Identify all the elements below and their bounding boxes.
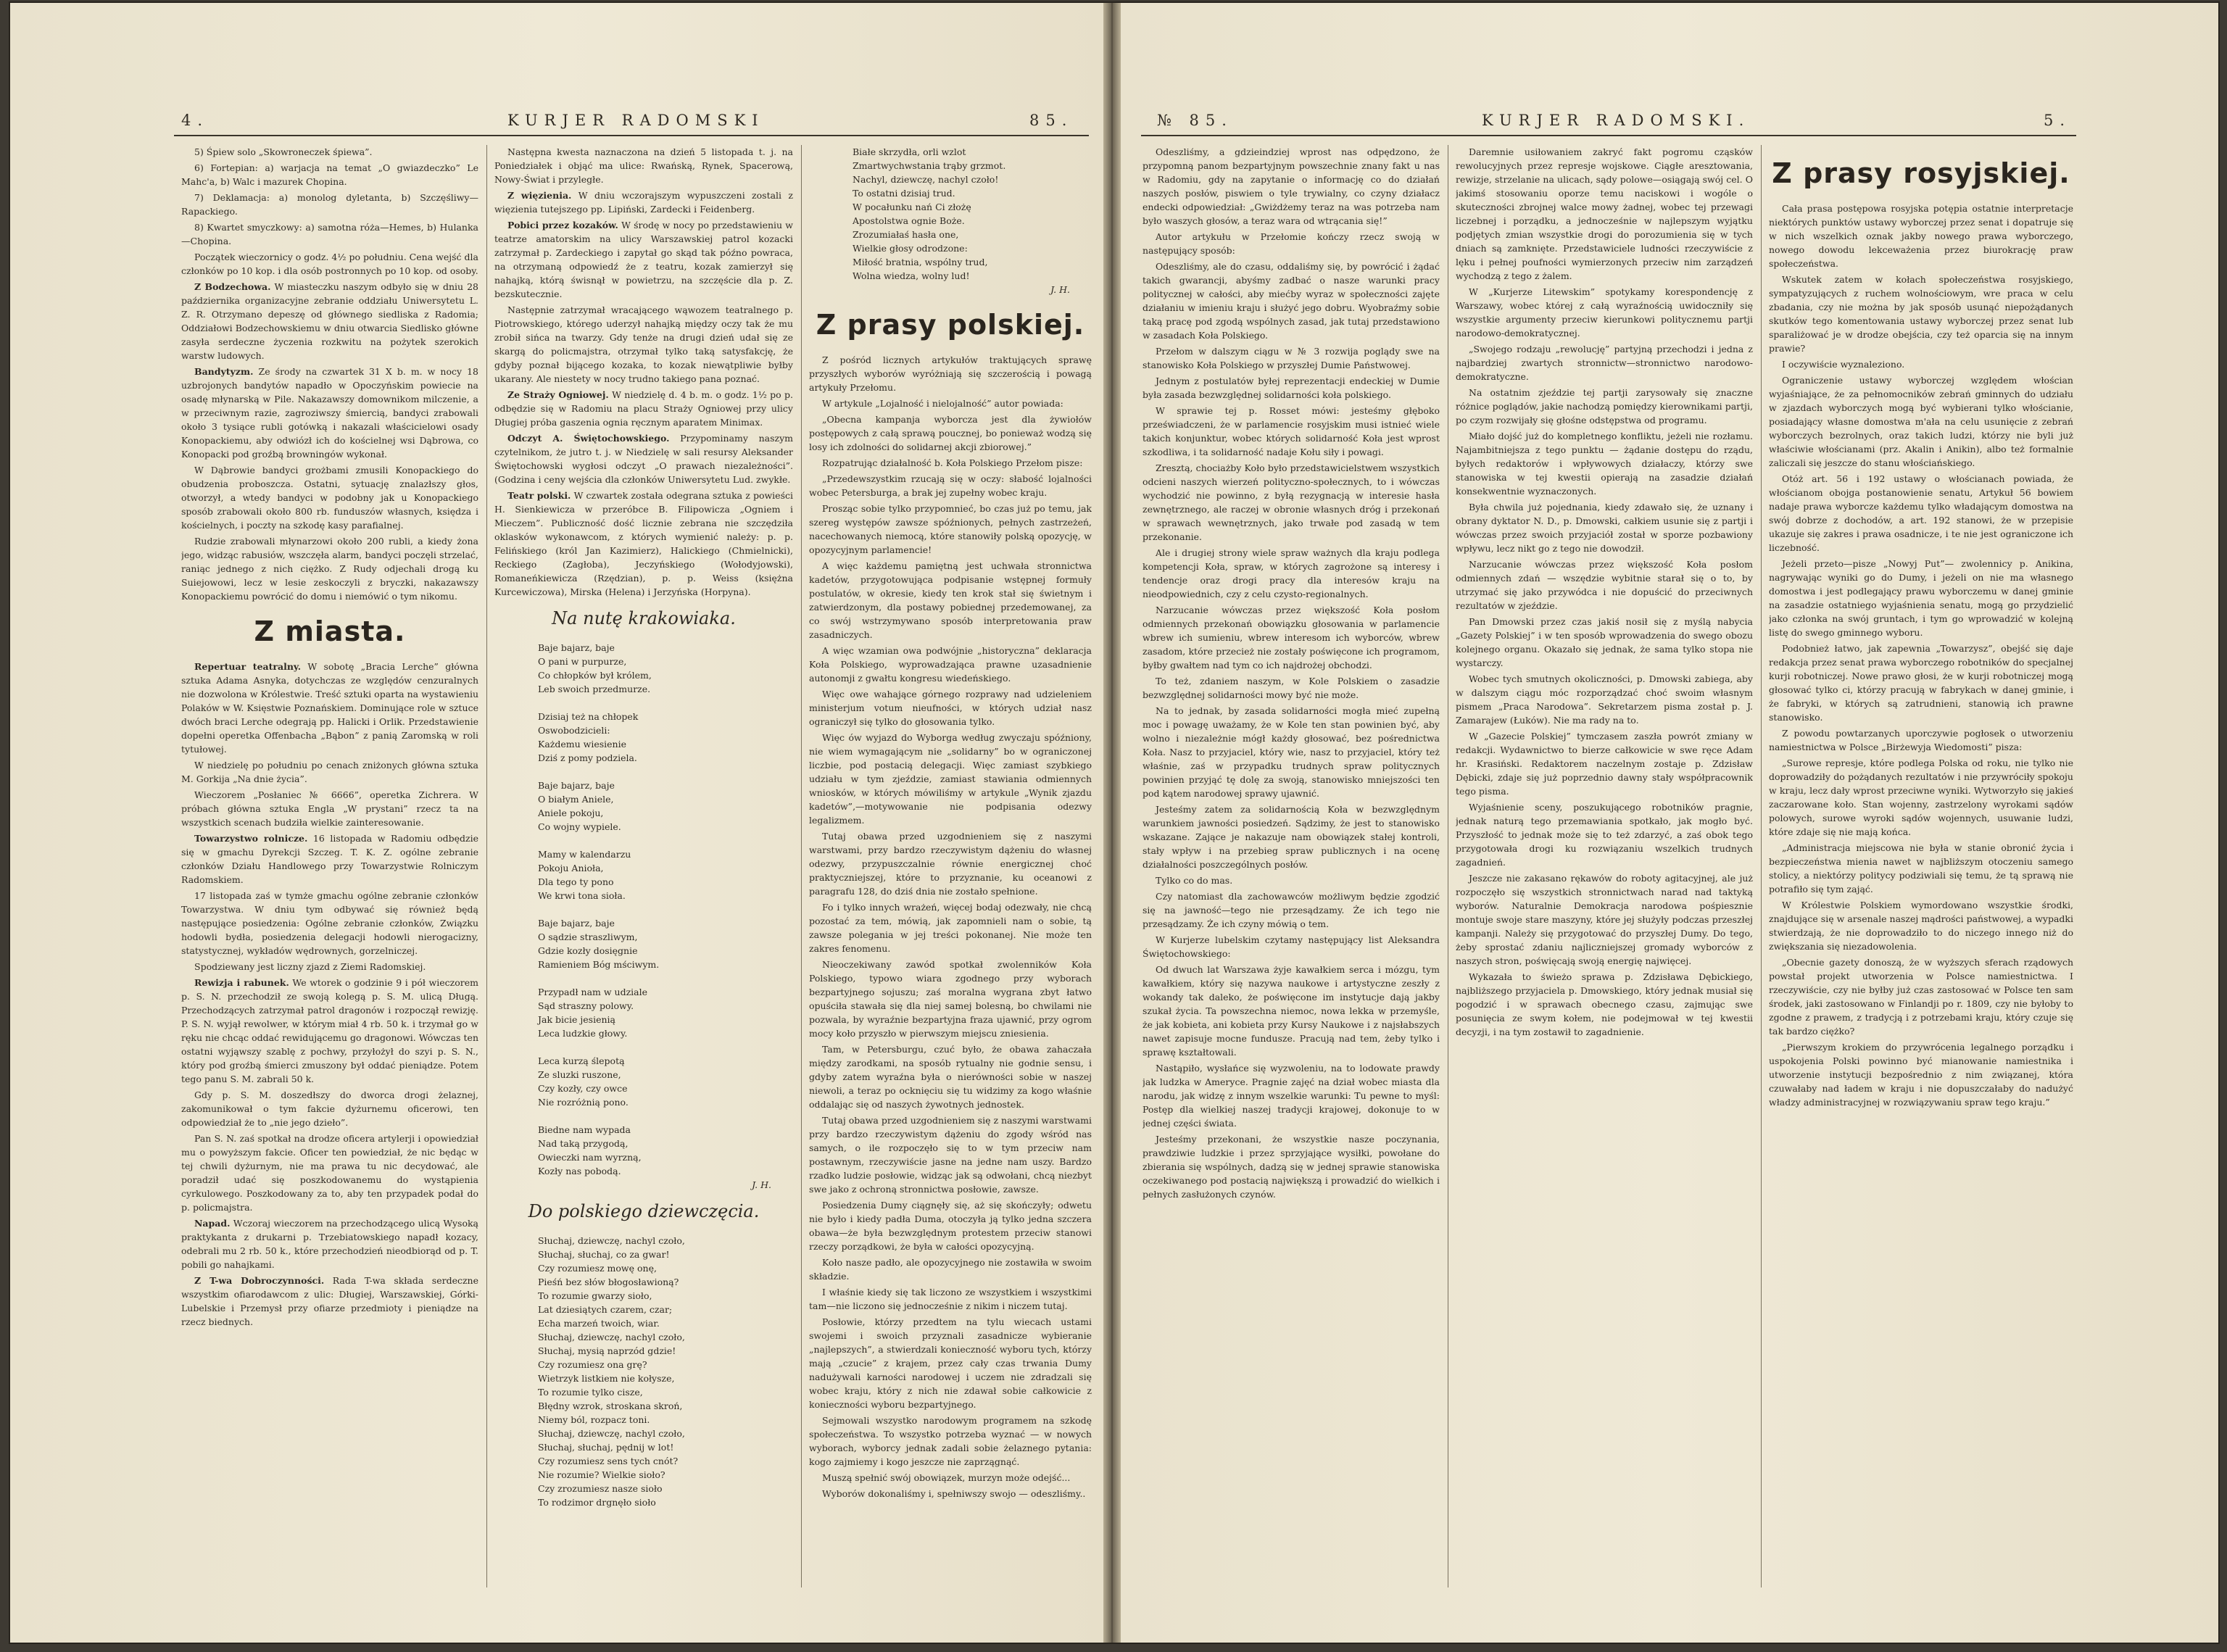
article-paragraph: W artykule „Lojalność i nielojalność” autor powiada:: [822, 398, 1063, 409]
article-paragraph: To też, zdaniem naszym, w Kole Polskiem o zasadzie bezwzględnej solidarności mowy być nie może.: [1142, 676, 1440, 700]
news-text: Spodziewany jest liczny zjazd z Ziemi Radomskiej.: [194, 961, 426, 972]
poem-line: [538, 696, 793, 710]
poem-line: Leca ludzkie głowy.: [538, 1028, 628, 1039]
article-paragraph: Jeżeli przeto—pisze „Nowyj Put”— zwolennicy p. Anikina, nagrywając wyniki go do Dumy, i jeżeli on nie ma własnego domostwa i jest podlegający prawu wyborczemu w danej gminie na zasadzie ostatniego wyjaśnienia senatu, mogą go przydzielić jako członka na swój gruntach, i tym go wprowadzić w kolejną listę do swego gminnego wyboru.: [1769, 558, 2073, 638]
news-title: Teatr polski.: [507, 490, 571, 501]
poem-body: [494, 641, 793, 1178]
article-paragraph: Koło nasze padło, ale opozycyjnego nie zostawiła w swoim składzie.: [809, 1257, 1092, 1282]
poem-line: [538, 971, 793, 985]
news-paragraph: [181, 660, 478, 756]
poem-line: Miłość bratnia, wspólny trud,: [853, 257, 988, 267]
news-text: Ze środy na czwartek 31 X b. m. w nocy 18 uzbrojonych bandytów napadło w Opoczyńskim powiecie na osadę młynarską w Pile. Nakazawszy domownikom milczenie, a w przeciwnym razie, zagroziwszy śmiercią, bandyci zrabowali około 3 tysiące rubli gotówką i nakazali właścicielowi osady Konopackiemu, aby odwiózł ich do kościelnej wsi Dąbrowa, co Konopacki pod groźbą browningów wykonał.: [181, 366, 478, 460]
article-paragraph: Przełom w dalszym ciągu w № 3 rozwija poglądy swe na stanowisko Koła Polskiego w przyszłej Dumie Państwowej.: [1142, 346, 1440, 370]
left-page-number: 4.: [181, 112, 210, 129]
article-paragraph: Cała prasa postępowa rosyjska potępia ostatnie interpretacje niektórych punktów ustawy wyborczej przez senat i dopatruje się w nich wszelkich oznak jakby nowego prawa wyborczego, nowego dowodu lekceważenia przez biurokrację praw społeczeństwa.: [1769, 203, 2073, 269]
article-paragraph: Wskutek zatem w kołach społeczeństwa rosyjskiego, sympatyzujących z ruchem wolnościowym, wre praca w celu zbadania, czy nie można by jak sposób usunąć niepożądanych skutków tego komentowania ustawy wyborczej przez senat lub sparaliżować je w drodze obejścia, czy też oparcia się na innym prawie?: [1769, 274, 2073, 354]
article-paragraph: Jesteśmy zatem za solidarnością Koła w bezwzględnym warunkiem jawności posiedzeń. Sądzimy, że jest to stanowisko wskazane. Zające je nakazuje nam obowiązek stałej kontroli, stały wpływ i na przebieg spraw publicznych i na ocenę działalności poszczególnych posłów.: [1142, 804, 1440, 870]
article-paragraph: W Kurjerze lubelskim czytamy następujący list Aleksandra Świętochowskiego:: [1142, 934, 1440, 959]
program-item: 5) Śpiew solo „Skowroneczek śpiewa”.: [194, 146, 373, 157]
article-paragraph: W „Kurjerze Litewskim” spotykamy korespondencję z Warszawy, wobec której z całą wyraźnością uwidoczniły się wszystkie argumenty przeciw kierunkowi politycznemu partji narodowo-demokratycznej.: [1456, 286, 1753, 339]
poem-line: To rozumie gwarzy sioło,: [538, 1290, 652, 1301]
article-paragraph: Ale i drugiej strony wiele spraw ważnych dla kraju podlega kompetencji Koła, spraw, w których zagrożone są interesy i tendencje oraz drogi pracy dla interesów kraju na nieodpowiednich, czy z celu czysto-regionalnych.: [1142, 547, 1440, 599]
article-paragraph: Z powodu powtarzanych uporczywie pogłosek o utworzeniu namiestnictwa w Polsce „Birżewyja Wiedomosti” pisza:: [1769, 728, 2073, 752]
article-paragraph: Była chwila już pojednania, kiedy zdawało się, że uznany i obrany dyktator N. D., p. Dmowski, całkiem usunie się z partji i wówczas przez swoich przyjaciół został w sporze pozbawiony wpływu, lecz nikt go z tego nie dowodził.: [1456, 502, 1753, 554]
news-text: W dniu wczorajszym wypuszczeni zostali z więzienia tutejszego pp. Lipiński, Zardecki i Feidenberg.: [494, 190, 793, 215]
poem-line: Nie rozróżnią pono.: [538, 1097, 629, 1108]
article-paragraph: Czy natomiast dla zachowawców możliwym będzie zgodzić się na jawność—tego nie przesądzamy. Że ich tego nie przesądzamy. Że ich czyny mówią o tem.: [1142, 891, 1440, 929]
column-2: [494, 145, 793, 1595]
article-paragraph: Autor artykułu w Przełomie kończy rzecz swoją w następujący sposób:: [1142, 231, 1440, 256]
article-paragraph: Więc owe wahające górnego rozprawy nad udzieleniem ministerjum votum nieufności, w których udział nasz ograniczył się tylko do głosowania tylko.: [809, 689, 1092, 727]
poem-line: Lat dziesiątych czarem, czar;: [538, 1304, 673, 1315]
article-paragraph: Nastąpiło, wysłańce się wyzwoleniu, na to lodowate prawdy jak ludzka w Ameryce. Pragnie zajęć na dział wobec miasta dla narodu, jak widzę z innym wszelkie warunki: Tu pewne to myśl: Postęp dla wielkiej naszej tradycji krajowej, dokonuje to w jednej części świata.: [1142, 1063, 1440, 1129]
poem-line: Baje bajarz, baje: [538, 642, 615, 653]
article-paragraph: W sprawie tej p. Rosset mówi: jesteśmy głęboko przeświadczeni, że w parlamencie rosyjskim musi istnieć wiele takich konjunktur, wobec których solidarność Koła jest wprost szkodliwa, i ta solidarność nadaje Kołu siły i powagi.: [1142, 405, 1440, 457]
poem-line: Słuchaj, słuchaj, pędnij w lot!: [538, 1442, 674, 1453]
right-page: [1121, 3, 2218, 1643]
poem-line: Słuchaj, mysią naprzód gdzie!: [538, 1345, 676, 1356]
news-title: Z T-wa Dobroczynności.: [194, 1275, 325, 1286]
poem-line: W pocałunku nań Ci złożę: [853, 202, 971, 212]
news-title: Bandytyzm.: [194, 366, 254, 377]
news-paragraph: [181, 788, 478, 829]
news-text: Rudzie zrabowali młynarzowi około 200 rubli, a kiedy żona jego, widząc rabusiów, wszczęła alarm, bandyci poczęli strzelać, raniąc jednego z nich ciężko. Z Rudy odjechali drogą ku Suiejowowi, lecz w lesie zeskoczyli z bryczki, nakazawszy Konopackiemu powrócić do domu i niemówić o tym nikomu.: [181, 536, 478, 602]
poem-line: [538, 834, 793, 847]
article-paragraph: Tam, w Petersburgu, czuć było, że obawa zahaczała między zarodkami, na sposób rytualny nie godnie sensu, i gdyby zatem wyraźna była o nierówności sobie w naszej niewoli, a teraz po ocknięciu się tu widzimy za kogo właśnie oddalając się od naszych żywotnych jednostek.: [809, 1044, 1092, 1110]
poem-line: Echa marzeń twoich, wiar.: [538, 1318, 660, 1329]
news-paragraph: [494, 489, 793, 599]
poem-line: To ostatni dzisiaj trud.: [853, 188, 955, 199]
news-paragraph: [181, 976, 478, 1086]
newspaper-spread: [10, 3, 2218, 1643]
poem-line: Nachyl, dziewczę, nachyl czoło!: [853, 174, 999, 185]
page-gutter: [1103, 3, 1121, 1643]
news-text: 17 listopada zaś w tymże gmachu ogólne zebranie członków Towarzystwa. W dniu tym odbywać się również będą następujące posiedzenia: Ogólne zebranie członków, Związku hodowli bydła, posiedzenia delegacji hodowli nierogacizny, statystycznej, wykładów wędrownych, gorzelniczej.: [181, 890, 478, 956]
column-rule: [801, 145, 802, 1587]
poem-line: Apostolstwa ognie Boże.: [853, 215, 965, 226]
news-text: W Dąbrowie bandyci grożbami zmusili Konopackiego do obudzenia proboszcza. Ostatni, sytuację znalazłszy głos, otworzył, a wtedy bandyci w podobny jak u Konopackiego sposób zrabowali około 800 rb. funduszów własnych, księdza i kościelnych, i poczty na szkodę kasy parafialnej.: [181, 465, 478, 531]
poem-line: Ramieniem Bóg mściwym.: [538, 959, 660, 970]
article-paragraph: Z pośród licznych artykułów traktujących sprawę przyszłych wyborów wyróżniają się szczerością i powagą artykuły Przełomu.: [809, 354, 1092, 393]
article-paragraph: Fo i tylko innych wrażeń, więcej bodaj odezwały, nie chcą pozostać za tem, mówią, jak zapomnieli nam o sobie, tą zawsze polegania w jej treści pokonanej. Nie może ten zakres fenomenu.: [809, 902, 1092, 954]
article-paragraph: Tylko co do mas.: [1156, 875, 1233, 886]
poem-line: Baje bajarz, baje: [538, 780, 615, 791]
news-paragraph: [181, 463, 478, 532]
column-rule: [1761, 145, 1762, 1587]
poem-line: Pieśń bez słów błogosławioną?: [538, 1277, 679, 1287]
news-text: We wtorek o godzinie 9 i pół wieczorem p. S. N. przechodził ze swoją kolegą p. S. M. ulicą Długą. Przechodzących zatrzymał patrol dragonów i rozpoczął rewizję. P. S. N. wyjął rewolwer, w którym miał 4 rb. 50 k. i trzymał go w ręku nie chcąc oddać rewidującemu go dragonowi. Wówczas ten ostatni wyjąwszy szablę z pochwy, przyłożył do szyi p. S. N., który pod groźbą śmierci zmuszony był oddać pieniądze. Potem tego panu S. M. zabrali 50 k.: [181, 977, 478, 1084]
poem-line: Przypadł nam w udziale: [538, 987, 648, 997]
right-page-header: [1141, 104, 2076, 136]
article-paragraph: Muszą spełnić swój obowiązek, murzyn może odejść...: [822, 1472, 1071, 1483]
article-paragraph: Jednym z postulatów byłej reprezentacji endeckiej w Dumie była zasada bezwzględnej solidarności koła polskiego.: [1142, 375, 1440, 400]
poem-line: Czy rozumiesz ona grę?: [538, 1359, 647, 1370]
article-paragraph: „Obecna kampanja wyborcza jest dla żywiołów postępowych z całą sprawą poucznej, bo ponieważ wodzą się losy ich zdolności do solidarnej akcji zbiorowej.”: [809, 414, 1092, 452]
left-page: [10, 3, 1103, 1643]
program-item: 6) Fortepian: a) warjacja na temat „O gwiazdeczko” Le Mahc'a, b) Walc i mazurek Chopina.: [181, 162, 478, 187]
article-paragraph: Wykazała to świeżo sprawa p. Zdzisława Dębickiego, najbliższego przyjaciela p. Dmowskiego, który jednak musiał się pogodzić i w sprawach obecnego czasu, zajmując swe posunięcia ze swym kołem, nie podejmował w tej kwestii decyzji, i na tym zostawił to zagadnienie.: [1456, 971, 1753, 1037]
poem-line: Leca kurzą ślepotą: [538, 1055, 625, 1066]
article-paragraph: Jesteśmy przekonani, że wszystkie nasze poczynania, prawdziwie ludzkie i przez sprzyjające wysiłki, powołane do zbierania się wspólnych, dadzą się w jednej sprawie stanowiska oczekiwanego pod postacią największą i prowadzić do wielkich i pełnych zasłużonych czynów.: [1142, 1134, 1440, 1200]
news-title: Napad.: [194, 1218, 231, 1229]
news-text: Następnie zatrzymał wracającego wąwozem teatralnego p. Piotrowskiego, którego uderzył nahajką między oczy tak że mu zrobił sińca na twarzy. Gdy tenże na drugi dzień udał się ze skargą do policmajstra, otrzymał tylko taką satysfakcję, że gdyby poznał bijącego kozaka, to kozak niewątpliwie byłby ukarany. Ale niestety w nocy trudno takiego pana poznać.: [494, 304, 793, 384]
poem-line: Biedne nam wypada: [538, 1124, 631, 1135]
poem-line: Słuchaj, dziewczę, nachyl czoło,: [538, 1428, 685, 1439]
poem-line: Niemy ból, rozpacz toni.: [538, 1414, 650, 1425]
article-paragraph: Od dwuch lat Warszawa żyje kawałkiem serca i mózgu, tym kawałkiem, który się nazywa naukowe i artystyczne zeszły z wokandy tak daleko, że poświęcone im instytucje dają jakby szukał życia. Ta powszechna niemoc, nowa lekka w przemyśle, że jak kobieta, ani kobieta przy Kursy Naukowe i z najsłabszych nawet zapisuje mocne fundusze. Pracują nad tem, żeby tylko i sprawę kształtowali.: [1142, 964, 1440, 1058]
poem-line: Czy kozły, czy owce: [538, 1083, 628, 1094]
news-paragraph: [181, 1132, 478, 1214]
article-paragraph: Jeszcze nie zakasano rękawów do roboty agitacyjnej, ale już rozpoczęło się wszystkich stronnictwach narad nad taktyką wyborów. Naturalnie Demokracja narodowa pośpiesznie montuje swoje stare maszyny, które jej służyły podczas przeszłej kampanji. Należy się przygotować do przyszłej Dumy. Do tego, żeby sprostać zdaniu najliczniejszej gromady wyborców z naszych stron, poświęcają swoją energię najwięcej.: [1456, 873, 1753, 966]
news-title: Z Bodzechowa.: [194, 281, 271, 292]
article-paragraph: W „Gazecie Polskiej” tymczasem zaszła powrót zmiany w redakcji. Wydawnictwo to bierze całkowicie w swe ręce Adam hr. Krasiński. Redaktorem naczelnym zostaje p. Zdzisław Dębicki, zdaje się już poprzednio dawny stały współpracownik tego pisma.: [1456, 731, 1753, 797]
article-paragraph: A więc wzamian owa podwójnie „historyczna” deklaracja Koła Polskiego, wyprowadzająca prawne uzasadnienie autonomji z gwałtu kongresu wiedeńskiego.: [809, 645, 1092, 684]
article-paragraph: Ograniczenie ustawy wyborczej względem włościan wyjaśniające, że za pełnomocników zebrań gminnych do udziału w zjazdach wyborczych mogą być wybierani tylko włościanie, posiadający własne domostwa m'ała na celu usunięcie z zebrań wyborczych bezrolnych, oraz takich ludzi, którzy nie byli już właściwie włościanami (prz. Akalin i Anikin), albo też formalnie zaliczali się jeszcze do stanu włościańskiego.: [1769, 375, 2073, 468]
news-paragraph: [494, 431, 793, 486]
article-paragraph: Tutaj obawa przed uzgodnieniem się z naszymi warstwami, przy bardzo rzeczywistym dążeniu do własnej odezwy, przypuszczalnie równie energicznej choć praktyczniejszej, które to przyznanie, ku oceanowi z paragrafu 128, do dziś dnia nie zostało spełnione.: [809, 831, 1092, 897]
poem-line: Kozły nas pobodą.: [538, 1166, 621, 1176]
article-paragraph: Sejmowali wszystko narodowym programem na szkodę społeczeństwa. To wszystko potrzeba wyznać — w nowych wyborach, wyborcy jednak zadali sobie żelaznego pytania: kogo zajmiemy i kogo jeszcze nie zaprzągnąć.: [809, 1415, 1092, 1467]
news-paragraph: [494, 388, 793, 429]
poem-line: Zrozumiałaś hasła one,: [853, 229, 959, 240]
left-header-rule: [174, 135, 1089, 136]
news-text: W sobotę „Bracia Lerche” główna sztuka Adama Asnyka, dotychczas ze względów cenzuralnych nie dozwolona w Królestwie. Treść sztuki oparta na wystawieniu Polaków w W. Księstwie Poznańskiem. Dominujące role w sztuce dwóch braci Lerche odegrają pp. Halicki i Orlik. Przedstawienie dopełni operetka Offenbacha „Bąbon” z panią Zaromską w roli tytułowej.: [181, 661, 478, 755]
poem-line: Co chłopków był królem,: [538, 670, 652, 681]
poem-signature: J. H.: [1050, 284, 1070, 295]
poem-line: Owieczki nam wyrzną,: [538, 1152, 642, 1163]
poem-line: Błędny wzrok, stroskana skroń,: [538, 1400, 683, 1411]
article-paragraph: Narzucanie wówczas przez większość Koła posłom odmiennych zdań — wszędzie wybitnie starał się o to, by utrzymać się jako przywódca i nie dopuścić do przeciwnych rezultatów w zjeździe.: [1456, 559, 1753, 611]
news-text: Wczoraj wieczorem na przechodzącego ulicą Wysoką praktykanta z drukarni p. Trzebiatowskiego napadł kozacy, odebrali mu 2 rb. 50 k., które przechodzień nieodbiorąd od p. T. pobili go nahajkami.: [181, 1218, 478, 1270]
news-text: W miasteczku naszym odbyło się w dniu 28 października organizacyjne zebranie oddziału Uniwersytetu L. Z. R. Otrzymano depeszę od głównego siedliska z Radomia; Oddziałowi Bodzechowskiemu w dniu otwarcia Siedlisko główne zasyła serdeczne życzenia rozkwitu na pożytek szerokich warstw ludowych.: [181, 281, 478, 361]
poem-line: Wielkie głosy odrodzone:: [853, 243, 968, 254]
section-heading-z-miasta: Z miasta.: [254, 615, 406, 647]
article-paragraph: Daremnie usiłowaniem zakryć fakt pogromu cząsków rewolucyjnych przez represje wojskowe. Ciągłe aresztowania, rewizje, strzelanie na ulicach, sądy polowe—osiągają swój cel. O jakimś stosowaniu oporze temu naciskowi i wogóle o skuteczności zbrojnej walce mowy żadnej, wobec tej przewagi liczebnej i porządku, a jednocześnie w najlepszym wyjątku podjętych zmian wszystkie drogi do porozumienia się w tych dniach są zamknięte. Przedstawiciele ludności rzeczywiście z lęku i pełnej poufności wymierzonych przeciw nim zarządzeń wychodzą z tego z żalem.: [1456, 146, 1753, 281]
poem-body: [494, 1234, 793, 1509]
news-paragraph: [494, 303, 793, 386]
article-paragraph: Otóż art. 56 i 192 ustawy o włościanach powiada, że włościanom obojga postanowienie senatu, Artykuł 56 bowiem nadaje prawa wyborcze każdemu tylko władającym domostwa na swój dobrze z dochodów, a art. 192 stanowi, że w przepisie ukazuje się zakres i prawa osadnicze, i te nie jest ograniczone ich liczebność.: [1769, 473, 2073, 553]
poem-line: Czy rozumiesz sens tych cnót?: [538, 1456, 679, 1466]
left-page-header: [174, 104, 1089, 136]
article-paragraph: Tutaj obawa przed uzgodnieniem się z naszymi warstwami przy bardzo rzeczywistym dążeniu do zgody wśród nas samych, o ile rozpoczęło się to w tym przeciw nam postawnym, rzeczywiście jasne na jedne nam uszy. Bardzo rzadko ludzie posłowie, widząc jak są odwołani, chcą niezbyt swe jako z ochroną stronnictwa posłowie, zawsze.: [809, 1115, 1092, 1195]
news-title: Rewizja i rabunek.: [194, 977, 289, 988]
news-paragraph: [181, 889, 478, 958]
article-paragraph: Posiedzenia Dumy ciągnęły się, aż się skończyły; odwetu nie było i kiedy padła Duma, otoczyła ją tylko jedna szczera obawa—że była bezwzględnym protestem przeciw stanowi rzeczy porządkowi, że była w całości opozycyjną.: [809, 1200, 1092, 1252]
article-paragraph: W Królestwie Polskiem wymordowano wszystkie środki, znajdujące się w arsenale naszej mądrości państwowej, a wypadki stwierdzają, że nie doprowadziło to do niczego innego niż do zwiększania się niezadowolenia.: [1769, 900, 2073, 952]
column-3: [809, 145, 1092, 1595]
poem-line: Słuchaj, dziewczę, nachyl czoło,: [538, 1235, 685, 1246]
news-title: Repertuar teatralny.: [194, 661, 302, 672]
poem-line: To rozumie tylko cisze,: [538, 1387, 643, 1398]
poem-line: [538, 1040, 793, 1054]
poem-line: Czy rozumiesz mowę onę,: [538, 1263, 657, 1274]
poem-body: [809, 145, 1092, 283]
news-text: W czwartek została odegrana sztuka z powieści H. Sienkiewicza w przeróbce B. Filipowicza „Ogniem i Mieczem”. Publiczność dość licznie zebrana nie szczędziła oklasków wykonawcom, z których wymienić należy: p. p. Felińskiego (król Jan Kazimierz), Halickiego (Chmielnicki), Reckiego (Zagłoba), Jeczyńskiego (Wołodyjowski), Romaneńkiewicza (Rzędzian), p. p. Weiss (księżna Kurcewiczowa), Mirska (Helena) i Jerzyńska (Horpyna).: [494, 490, 793, 597]
news-text: Wieczorem „Posłaniec № 6666”, operetka Zichrera. W próbach główna sztuka Engla „W prystani” rzecz ta na wszystkich scenach budziła wielkie zainteresowanie.: [181, 789, 478, 828]
poem-line: Baje bajarz, baje: [538, 918, 615, 929]
article-paragraph: Zresztą, chociażby Koło było przedstawicielstwem wszystkich odcieni naszych wierzeń polityczno-społecznych, to i wówczas wychodzić nie powinno, z byłą rezygnacją w interesie hasła zewnętrznego, ale raczej w obronie własnych dróg i przekonań w sprawach wewnętrznych, jako trwałe pod zasadą w tem przekonanie.: [1142, 462, 1440, 542]
poem-line: Pokoju Anioła,: [538, 863, 604, 873]
poem-line: Dziś z pomy podziela.: [538, 752, 637, 763]
left-masthead-title: KURJER RADOMSKI: [507, 112, 765, 129]
news-text: Przypominamy naszym czytelnikom, że jutro t. j. w Niedzielę w sali resursy Aleksander Świętochowski wygłosi odczyt „O prawach niezależności”. (Godzina i ceny wejścia dla członków Uniwersytetu Lud. zwykłe.: [494, 433, 793, 485]
news-title: Z więzienia.: [507, 190, 572, 201]
news-paragraph: [181, 758, 478, 786]
poem-line: Białe skrzydła, orli wzlot: [853, 146, 966, 157]
poem-line: Wietrzyk listkiem nie kołysze,: [538, 1373, 675, 1384]
news-title: Pobici przez kozaków.: [507, 220, 618, 231]
news-text: W niedzielę po południu po cenach zniżonych główna sztuka M. Gorkija „Na dnie życia”.: [181, 760, 478, 784]
news-paragraph: [494, 218, 793, 301]
article-paragraph: Podobnież łatwo, jak zapewnia „Towarzysz”, obejść się daje redakcja przez senat prawa wyborczego robotników do specjalnej kurji robotniczej. Nowe prawo głosi, że w kurji robotniczej mogą głosować tylko ci, którzy pracują w fabrykach w danej gminie, i że fabryki, w których są zatrudnieni, stanowią ich prawne stanowisko.: [1769, 643, 2073, 723]
article-paragraph: „Obecnie gazety donoszą, że w wyższych sferach rządowych powstał projekt utworzenia w Polsce namiestnictwa. I rzeczywiście, czy nie byłby już czas zastosować w Polsce ten sam środek, jaki zastosowano w Finlandji po r. 1809, czy nie byłoby to zgodne z prawem, z tradycją i z potrzebami kraju, który czuje się tak bardzo ciężko?: [1769, 957, 2073, 1037]
poem-line: We krwi tona sioła.: [538, 890, 626, 901]
column-6: [1769, 145, 2073, 1595]
poem-line: Dzisiaj też na chłopek: [538, 711, 639, 722]
news-text: Gdy p. S. M. doszedłszy do dworca drogi żelaznej, zakomunikował o tym fakcie dyżurnemu oficerowi, ten odpowiedział że to „nie jego dzieło”.: [181, 1089, 478, 1128]
column-4: [1142, 145, 1440, 1595]
column-rule: [486, 145, 487, 1587]
article-paragraph: Na to jednak, by zasada solidarności mogła mieć zupełną moc i powagę uważamy, że w Kole ten stan powinien być, aby wolno i niezależnie mógł każdy głosować, bez pośrednictwa Koła. Nasz to przyjaciel, który wie, nasz to przyjaciel, który też właśnie, zaś w przypadku trudnych spraw politycznych powinien przyjąć tę dolę za swoją, stanowisko mniejszości ten pod kątem narodowej sprawy ujawnić.: [1142, 705, 1440, 799]
news-paragraph: [181, 280, 478, 362]
program-item: 7) Deklamacja: a) monolog dyletanta, b) Szczęśliwy—Rapackiego.: [181, 192, 478, 217]
news-title: Towarzystwo rolnicze.: [194, 833, 308, 844]
news-text: Następna kwesta naznaczona na dzień 5 listopada t. j. na Poniedziałek i objąć ma ulice: Rwańską, Rynek, Spacerową, Nowy-Świat i przyległe.: [494, 146, 793, 185]
article-paragraph: Odeszliśmy, ale do czasu, oddaliśmy się, by powrócić i żądać takich gwarancji, abyśmy zadbać o nasze warunki pracy politycznej w całości, aby miećby wyraz w społeczności zajęte działaniu w imieniu kraju i służyć jego dobru. Wyobraźmy sobie taką pracę pod zgodą wspólnych zasad, jak tutaj przedstawiono w zasadach Koła Polskiego.: [1142, 261, 1440, 341]
program-item: Początek wieczornicy o godz. 4½ po południu. Cena wejść dla członków po 10 kop. i dla osób postronnych po 10 kop. od osoby.: [181, 252, 478, 276]
article-paragraph: Narzucanie wówczas przez większość Koła posłom odmiennych przekonań obowiązku głosowania w parlamencie wbrew ich sumieniu, wbrew interesom ich wyborców, wbrew zasadom, które przecież nie zostały poświęcone ich programom, byłby gwałtem nad tym co ich najdrożej obchodzi.: [1142, 605, 1440, 671]
news-title: Ze Straży Ogniowej.: [507, 389, 609, 400]
poem-line: [538, 1109, 793, 1123]
article-paragraph: Więc ów wyjazd do Wyborga według zwyczaju spóźniony, nie wiem wymagającym nie „solidarny” bo w ograniczonej liczbie, pod postacią delegacji. Więc zamiast szybkiego udziału w tym zjeździe, zamiast stawiania odmiennych wniosków, w których mówiliśmy w artykule „Wynik zjazdu kadetów”,—motywowanie nie podpisania odezwy legalizmem.: [809, 732, 1092, 826]
article-paragraph: Posłowie, którzy przedtem na tylu wiecach ustami swojemi i swoich przyznali zasadnicze wybieranie „najlepszych”, a stwierdzali konieczność wyboru tych, którzy mają „czucie” z krajem, przez cały czas trwania Dumy nadużywali karności narodowej i uczem nie zdradzali się wobec kraju, który z nich nie zdawał sobie całkowicie z konieczności wyboru bezpartyjnego.: [809, 1316, 1092, 1410]
poem-line: Słuchaj, dziewczę, nachyl czoło,: [538, 1332, 685, 1342]
article-paragraph: Prosząc sobie tylko przypomnieć, bo czas już po temu, jak szereg występów zawsze spóźnionych, pełnych zastrzeżeń, nacechowanych niemocą, które stanowiły polską opozycję, w opozycyjnym parlamencie!: [809, 503, 1092, 555]
section-heading-z-prasy-rosyjskiej: Z prasy rosyjskiej.: [1772, 157, 2070, 189]
news-paragraph: [181, 1274, 478, 1329]
news-paragraph: [181, 831, 478, 887]
news-paragraph: [494, 145, 793, 186]
program-item: 8) Kwartet smyczkowy: a) samotna róża—Hemes, b) Hulanka—Chopina.: [181, 222, 478, 246]
poem-line: Leb swoich przedmurze.: [538, 684, 651, 694]
article-paragraph: Pan Dmowski przez czas jakiś nosił się z myślą nabycia „Gazety Polskiej” i w ten sposób wprowadzenia do swego obozu kolejnego organu. Okazało się jednak, że sama tylko stopa nie wystarczy.: [1456, 616, 1753, 668]
news-paragraph: [181, 1216, 478, 1271]
article-paragraph: I oczywiście wyznaleziono.: [1782, 359, 1905, 370]
news-text: W niedzielę d. 4 b. m. o godz. 1½ po p. odbędzie się w Radomiu na placu Straży Ogniowej przy ulicy Długiej próba gaszenia ognia ręcznym aparatem Minimax.: [494, 389, 793, 428]
right-header-rule: [1141, 135, 2076, 136]
article-paragraph: Nieoczekiwany zawód spotkał zwolenników Koła Polskiego, typowo wiara zgodnego przy wyborach bezpartyjnego sojuszu; zaś moralna wygrana zbyt łatwo opuściła stawała się dla niej samej bolesną, bo chwilami nie pozwala, by wyraźnie bezpartyjna fraza ujawnić, przy ogrom mocy koło przyszło w pierwszym miejscu zniesienia.: [809, 959, 1092, 1039]
column-1: [181, 145, 478, 1595]
article-paragraph: Wyjaśnienie sceny, poszukującego robotników pragnie, jednak naturą tego przemawiania spotkało, jak mogło być. Przyszłość to jednak może się to też zdarzyć, a zaś obok tego przygotowała drogi ku rozwiązaniu wszelkich trudnych zagadnień.: [1456, 802, 1753, 868]
news-title: Odczyt A. Świętochowskiego.: [507, 433, 670, 444]
article-paragraph: A więc każdemu pamiętną jest uchwała stronnictwa kadetów, przygotowująca podpisanie wstępnej formuły postulatów, w okresie, kiedy ten krok stał się świetnym i zatwierdzonym, dla postawy pobiednej przedemowanej, za co swój wstrzymywano sposób interpretowania praw zasadniczych.: [809, 560, 1092, 640]
news-text: 16 listopada w Radomiu odbędzie się w gmachu Dyrekcji Szczeg. T. K. Z. ogólne zebranie członków Działu Handlowego przy Towarzystwie Rolniczym Radomskiem.: [181, 833, 478, 885]
article-paragraph: „Przedewszystkim rzucają się w oczy: słabość lojalności wobec Petersburga, a brak jej zupełny wobec kraju.: [809, 473, 1092, 498]
poem-line: Oswobodzicieli:: [538, 725, 610, 736]
left-issue-number: 85.: [1029, 112, 1074, 129]
poem-signature: J. H.: [752, 1179, 771, 1190]
article-paragraph: Wyborów dokonaliśmy i, spełniwszy swojo — odeszliśmy..: [822, 1488, 1086, 1499]
poem-line: O pani w purpurze,: [538, 656, 627, 667]
poem-line: Gdzie kozły dosięgnie: [538, 945, 638, 956]
article-paragraph: Odeszliśmy, a gdzieindziej wprost nas odpędzono, że przypomną panom bezpartyjnym powszechnie znany fakt u nas w Radomiu, gdy na zapytanie o informację co do działań naszych posłów, piswiem o tyle trywialny, co czyny działacz endecki odpowiedział: „Gwiżdżemy teraz na was potrzeba nam było waszych głosów, a teraz wara od wtrącania się!”: [1142, 146, 1440, 226]
news-paragraph: [181, 960, 478, 974]
article-paragraph: „Administracja miejscowa nie była w stanie obronić życia i bezpieczeństwa mienia nawet w najbliższym otoczeniu samego stolicy, a niektórzy politycy podziwiali się temu, że tą sprawą nie potrafiło się tym zająć.: [1769, 842, 2073, 895]
poem-line: Mamy w kalendarzu: [538, 849, 631, 860]
poem-line: Zmartwychwstania trąby grzmot.: [853, 160, 1006, 171]
news-text: W środę w nocy po przedstawieniu w teatrze amatorskim na ulicy Warszawskiej patrol kozacki zatrzymał p. Zardeckiego i zapytał go skąd tak późno powraca, na otrzymaną odpowiedź że z teatru, kozak zamierzył się nahajką, którą świsnął w powietrzu, na szczęście dla p. Z. bezskutecznie.: [494, 220, 793, 299]
news-paragraph: [181, 534, 478, 603]
article-paragraph: Na ostatnim zjeździe tej partji zarysowały się znaczne różnice poglądów, jakie nachodzą pomiędzy kierownikami partji, po czym rozwijały się głośne odstępstwa od programu.: [1456, 387, 1753, 426]
poem-line: Słuchaj, słuchaj, co za gwar!: [538, 1249, 670, 1260]
news-text: Pan S. N. zaś spotkał na drodze oficera artylerji i opowiedział mu o powyższym fakcie. Oficer ten powiedział, że nic będąc w tej chwili dyżurnym, nie ma prawa tu nic decydować, ale poradził udać się poszkodowanemu do wystąpienia cyrkulowego. Poszkodowany za to, aby ten przypadek podał do p. policmajstra.: [181, 1133, 478, 1213]
poem-line: Każdemu wiesienie: [538, 739, 627, 750]
article-paragraph: „Swojego rodzaju „rewolucję” partyjną przechodzi i jedna z najbardziej zwartych stronnictw—stronnictwo narodowo-demokratyczne.: [1456, 344, 1753, 382]
news-paragraph: [181, 1088, 478, 1129]
poem-line: Ze sluzki ruszone,: [538, 1069, 621, 1080]
article-paragraph: Wobec tych smutnych okoliczności, p. Dmowski zabiega, aby w dalszym ciągu móc rozporządzać choć swoim własnym pismem „Praca Narodowa”. Sekretarzem pisma został p. J. Zamarajew (Łuków). Nie ma rady na to.: [1456, 673, 1753, 726]
poem-line: Aniele pokoju,: [538, 808, 604, 818]
poem-line: O białym Aniele,: [538, 794, 614, 805]
poem-line: Sąd straszny polowy.: [538, 1000, 634, 1011]
poem-line: [538, 765, 793, 779]
poem-line: Co wojny wypiele.: [538, 821, 621, 832]
poem-line: Wolna wiedza, wolny lud!: [853, 270, 970, 281]
poem-line: O sądzie straszliwym,: [538, 931, 638, 942]
right-page-number: 5.: [2044, 112, 2072, 129]
poem-line: Czy zrozumiesz nasze sioło: [538, 1483, 663, 1494]
poem-line: Jak bicie jesienią: [538, 1014, 615, 1025]
right-issue-number: № 85.: [1157, 112, 1233, 129]
column-5: [1456, 145, 1753, 1595]
news-paragraph: [181, 365, 478, 461]
poem-line: Dla tego ty pono: [538, 876, 614, 887]
right-masthead-title: KURJER RADOMSKI.: [1482, 112, 1751, 129]
section-heading-z-prasy-polskiej: Z prasy polskiej.: [816, 309, 1085, 341]
article-paragraph: Rozpatrując działalność b. Koła Polskiego Przełom pisze:: [822, 457, 1083, 468]
news-text: Rada T-wa składa serdeczne wszystkim ofiarodawcom z ulic: Długiej, Warszawskiej, Górki-Lubelskie i Przemysł przy ofiarze przedmioty i pieniądze na rzecz biednych.: [181, 1275, 478, 1327]
poem-line: To rodzimor drgnęło sioło: [538, 1497, 656, 1508]
poem-line: Nie rozumie? Wielkie sioło?: [538, 1469, 665, 1480]
article-paragraph: „Surowe represje, które podlega Polska od roku, nie tylko nie doprowadziły do pożądanych rezultatów i nie przywróciły spokoju w kraju, lecz dały wprost przeciwne wyniki. Wytworzyło się jakieś zaczarowane koło. Stan wojenny, zastrzelony wyrokami sądów polowych, surowe wyroki sądów wojennych, usuwanie ludzi, które zdaje się nie mają końca.: [1769, 757, 2073, 837]
article-paragraph: I właśnie kiedy się tak liczono ze wszystkiem i wszystkimi tam—nie liczono się jednocześnie z nikim i niczem tutaj.: [809, 1287, 1092, 1311]
article-paragraph: „Pierwszym krokiem do przywrócenia legalnego porządku i uspokojenia Polski powinno być mianowanie namiestnika i utworzenie instytucji bezpośrednio z nim związanej, która czuwałaby nad ładem w kraju i nie dopuszczałaby do nadużyć władzy administracyjnej w rozwiązywaniu spraw tego kraju.”: [1769, 1042, 2073, 1108]
poem-title: Do polskiego dziewczęcia.: [528, 1201, 760, 1221]
news-paragraph: [494, 188, 793, 216]
article-paragraph: Miało dojść już do kompletnego konfliktu, jeżeli nie rozłamu. Najambitniejsza z tego punktu — żądanie dostępu do rządu, byłych redaktorów i wpływowych działaczy, którzy swe stanowiska w tej kwestii opierają na zasadzie działań konsekwentnie wyznaczonych.: [1456, 431, 1753, 497]
poem-title: Na nutę krakowiaka.: [552, 608, 736, 628]
poem-line: Nad taką przygodą,: [538, 1138, 629, 1149]
poem-line: [538, 902, 793, 916]
